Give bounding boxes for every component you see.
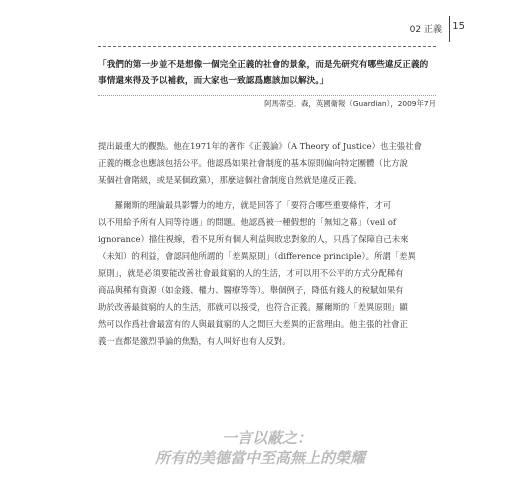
callout-heading: 一言以蔽之： <box>221 429 312 447</box>
body-text <box>98 138 436 358</box>
quote-attribution: 阿馬蒂亞．森，英國衛報（Guardian），2009年7月 <box>264 99 436 108</box>
body-paragraph: 羅爾斯的理論最具影響力的地方，就是回答了「要符合哪些重要條件，才可 以不用給予所有人同等待遇」的問題。他認爲被一種假想的「無知之幕」（veil of ignorance）擋住視線，看不見所有個人利益與敗忠對象的人，只爲了保障自己未來 （未知）的利益，會認同他所謂的「差異原則」（difference principle）。所謂「差異 原則」，就是必須要能改善社會最貧窮的人的生活，才可以用不公平的方式分配稀有 商品與稀有資源（如金錢、權力、醫療等等）。舉個例子，降低有錢人的稅賦如果有 助於改善最貧窮的人的生活，那就可以接受，也符合正義。羅爾斯的「差異原則」顯 然可以作爲社會最富有的人與最貧窮的人之間巨大差異的正當理由。他主張的社會正 義一直都是激烈爭論的焦點，有人叫好也有人反對。 <box>98 200 416 346</box>
summary-callout <box>0 428 520 468</box>
callout-text: 所有的美德當中至高無上的榮耀 <box>154 449 365 467</box>
body-paragraph: 提出最重大的觀點。他在1971年的著作《正義論》（A Theory of Justice）也主張社會 正義的概念也應該包括公平。他認爲如果社會制度的基本原則偏向特定團體（比方說 某個社會階級，或是某個政黨），那麼這個社會制度自然就是違反正義。 <box>98 141 422 185</box>
quote-top-rule <box>98 46 436 47</box>
header-divider <box>449 16 450 42</box>
quote-text: 「我們的第一步並不是想像一個完全正義的社會的景象，而是先研究有哪些違反正義的 事情還來得及予以補救，而大家也一致認爲應該加以解決。」 <box>98 60 429 86</box>
page-number: 15 <box>452 21 465 32</box>
pull-quote <box>98 46 436 109</box>
quote-divider <box>98 95 436 96</box>
running-header-chapter: 02 正義 <box>409 25 442 35</box>
